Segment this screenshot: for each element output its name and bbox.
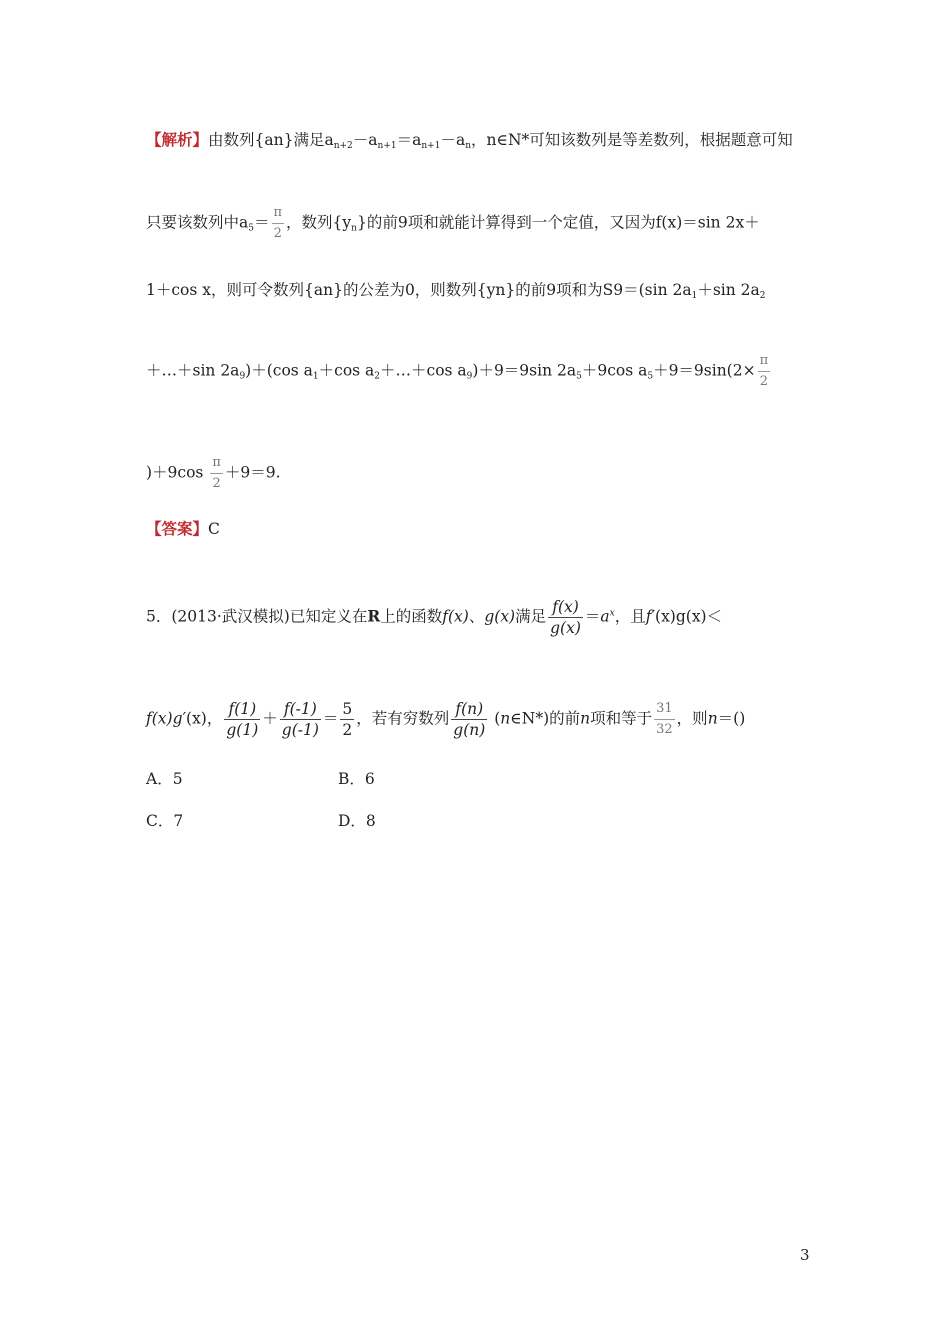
answer-value: C	[208, 520, 220, 538]
option-b: B．6	[338, 770, 375, 788]
five-halves-fraction: $\frac{5}{2}$	[342, 700, 353, 739]
page-number: 3	[800, 1246, 810, 1264]
pi-over-2-fraction: $\frac{\pi}{2}$	[759, 353, 769, 389]
fm1-over-gm1-fraction: $\frac{f(-1)}{g(-1)}$	[281, 700, 319, 739]
analysis-line-3: 1＋cos x，则可令数列{an}的公差为0，则数列{yn}的前9项和为S9＝(sin $2a_1+\sin$ $2a_2$	[146, 281, 766, 301]
analysis-line-5: )＋9cos $\frac{\pi}{2}$ ＋9＝9.	[146, 455, 281, 491]
pi-over-2-fraction: $\frac{\pi}{2}$	[273, 205, 283, 241]
option-a: A．5	[146, 770, 183, 788]
f1-over-g1-fraction: $\frac{f(1)}{g(1)}$	[226, 700, 259, 739]
pi-over-2-fraction: $\frac{\pi}{2}$	[212, 455, 221, 491]
question-line-2: f(x)g′(x)， $\frac{f(1)}{g(1)}$ ＋ $\frac{f(-1)}{g(-1)}$ ＝ $\frac{5}{2}$ ，若有穷数列 $\frac{f(n)}{g(n)}$ (n∈N*)的前n项和等于 $\frac{31}{32}$ ，则n＝()	[146, 700, 746, 739]
option-d: D．8	[338, 812, 376, 830]
analysis-line-1: 【解析】由数列{an}满足$a_{n+2}-a_{n+1}=a_{n+1}-a_n$，n∈N*可知该数列是等差数列，根据题意可知	[146, 130, 793, 151]
analysis-line-2: 只要该数列中$a_5=$ $\frac{\pi}{2}$ ，数列$\{y_n\}$的前9项和就能计算得到一个定值，又因为f(x)＝sin 2x＋	[146, 205, 760, 241]
answer-tag: 【答案】	[146, 519, 209, 538]
analysis-line-4: ＋…＋sin $2a_9)+(\cos$ $a_1+\cos$ $a_2+\dots+\cos$ $a_9)+9=9\sin$ $2a_5+9\cos$ $a_5+9=9\sin(2\times$ $\frac{\pi}{2}$	[146, 353, 769, 389]
31-over-32-fraction: $\frac{31}{32}$	[656, 701, 673, 737]
option-c: C．7	[146, 812, 184, 830]
answer-line	[146, 517, 808, 539]
f-over-g-fraction: $\frac{f(x)}{g(x)}$	[550, 598, 581, 637]
question-line-1: 5．(2013·武汉模拟)已知定义在R上的函数f(x)、g(x)满足 $\frac{f(x)}{g(x)}$ $=a^x$，且f′(x)g(x)＜	[146, 598, 723, 637]
fn-over-gn-fraction: $\frac{f(n)}{g(n)}$	[453, 700, 486, 739]
analysis-tag: 【解析】	[146, 130, 209, 149]
